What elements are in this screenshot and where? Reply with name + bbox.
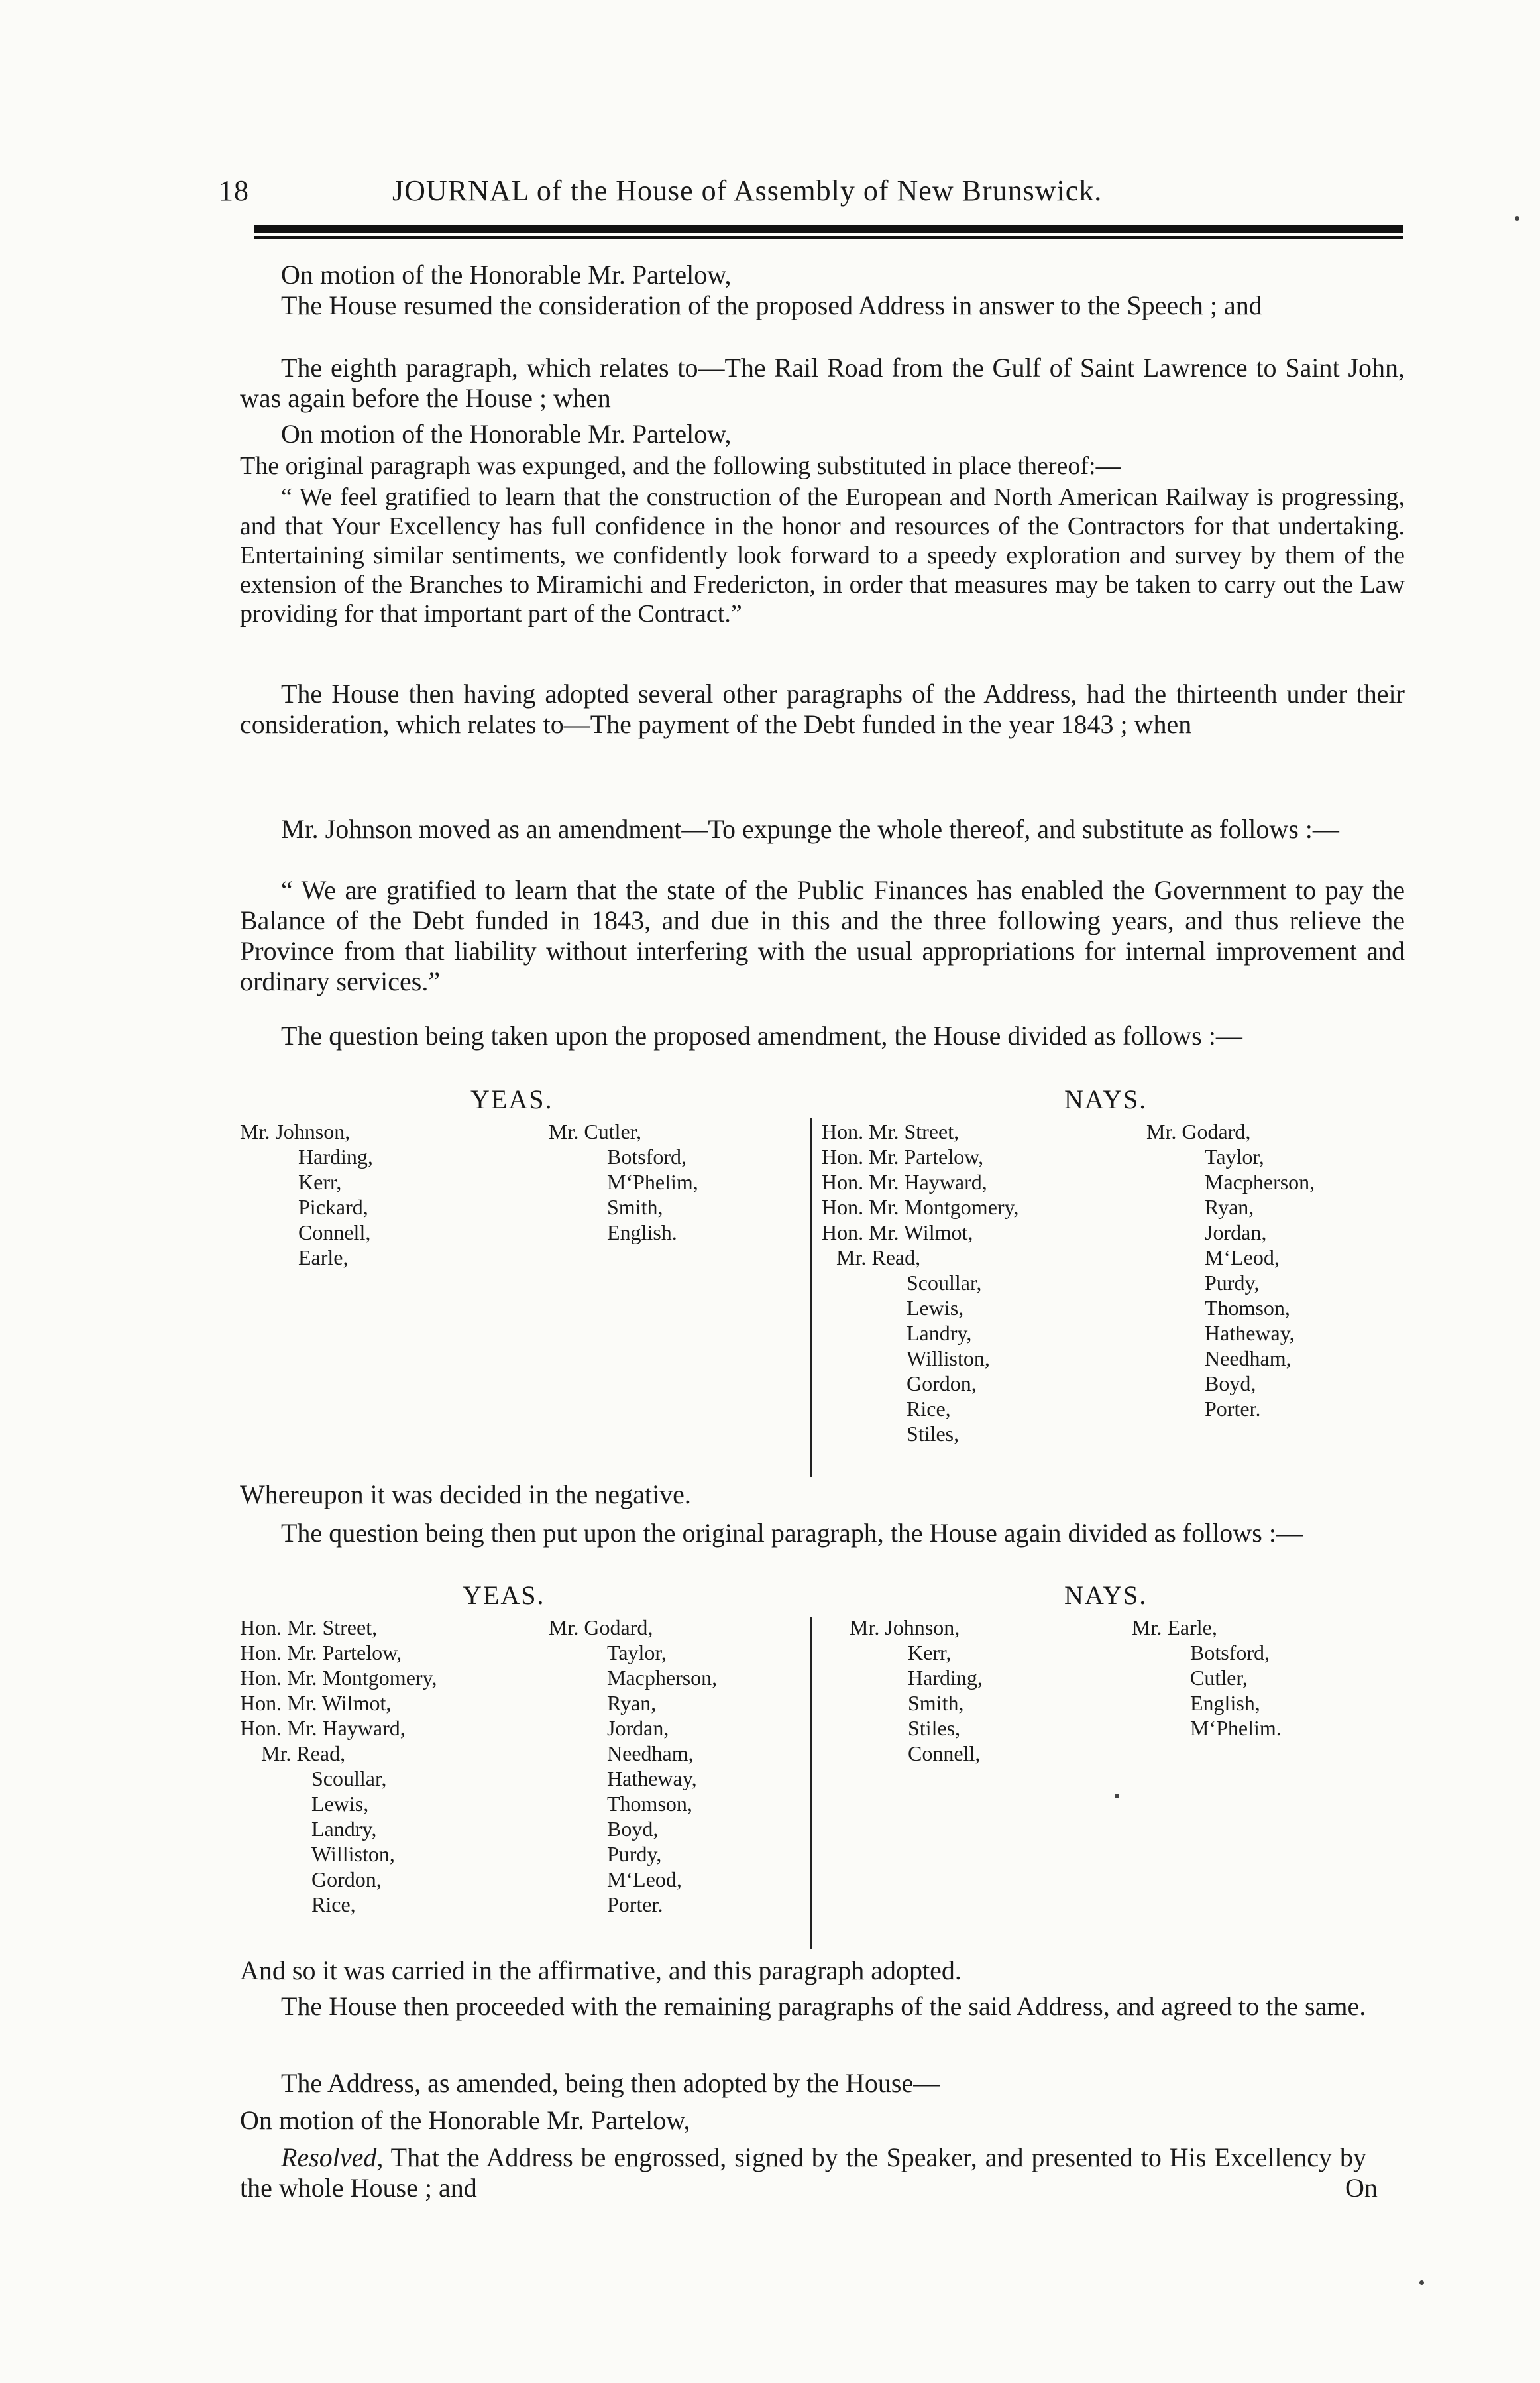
member-name: Jordan, [607, 1716, 669, 1740]
member-name: Earle, [298, 1246, 349, 1269]
member-name: Ryan, [607, 1691, 657, 1715]
member-name: Mr. Godard, [549, 1615, 653, 1639]
page-header [219, 174, 1405, 213]
para-negative: Whereupon it was decided in the negative. [240, 1480, 691, 1509]
member-name: English. [607, 1220, 677, 1244]
division-2-yeas-label: YEAS. [463, 1580, 545, 1610]
member-name: Needham, [1205, 1346, 1292, 1370]
member-name: Harding, [298, 1145, 373, 1169]
member-name: Pickard, [298, 1195, 368, 1219]
member-name: Smith, [908, 1691, 964, 1715]
member-name: Kerr, [908, 1641, 952, 1664]
member-name: Mr. Read, [836, 1246, 921, 1269]
para-expunged: The original paragraph was expunged, and the following substituted in place thereof:— [240, 452, 1121, 480]
member-name: Thomson, [607, 1792, 692, 1816]
member-name: Mr. Earle, [1132, 1615, 1217, 1639]
member-name: Mr. Godard, [1146, 1120, 1251, 1143]
division-1-yeas-label: YEAS. [470, 1084, 553, 1114]
division-1-divider [810, 1118, 812, 1477]
member-name: Hon. Mr. Wilmot, [822, 1220, 973, 1244]
member-name: Needham, [607, 1741, 694, 1765]
member-name: Mr. Johnson, [850, 1615, 960, 1639]
member-name: Hon. Mr. Street, [822, 1120, 960, 1143]
member-name: English, [1190, 1691, 1260, 1715]
para-resumed: The House resumed the consideration of the proposed Address in answer to the Speech ; and [281, 290, 1262, 320]
para-proceeded: The House then proceeded with the remaining paragraphs of the said Address, and agreed to the same. [281, 1991, 1366, 2021]
member-name: Boyd, [607, 1817, 659, 1841]
member-name: Taylor, [607, 1641, 667, 1664]
member-name: Hon. Mr. Hayward, [822, 1170, 987, 1194]
member-name: M‘Phelim, [607, 1170, 698, 1194]
division-2 [0, 1580, 1540, 1954]
member-name: Williston, [311, 1842, 395, 1866]
speck-mark [1419, 2280, 1424, 2285]
member-name: Mr. Read, [261, 1741, 346, 1765]
para-quote-finances: “ We are gratified to learn that the state of the Public Finances has enabled the Government to pay the Balance of the Debt funded in 1843, and due in this and the three following years, and thus relieve the Province from that liability without interfering with the usual appropriations for internal improvement and ordinary services.” [240, 875, 1405, 996]
resolved-word: Resolved, [281, 2142, 384, 2172]
member-name: Hon. Mr. Partelow, [822, 1145, 984, 1169]
division-2-nays-label: NAYS. [1064, 1580, 1148, 1610]
member-name: M‘Phelim. [1190, 1716, 1282, 1740]
member-name: Gordon, [311, 1867, 382, 1891]
para-quote-railway: “ We feel gratified to learn that the construction of the European and North American Railway is progressing, and that Your Excellency has full confidence in the honor and resources of the Contractors for that undertaking. Entertaining similar sentiments, we confidently look forward to a speedy exploration and survey by them of the extension of the Branches to Miramichi and Fredericton, in order that measures may be taken to carry out the Law providing for that important part of the Contract.” [240, 483, 1405, 628]
member-name: Hatheway, [1205, 1321, 1295, 1345]
division-1-yeas-col-2 [549, 1119, 698, 1245]
member-name: Gordon, [907, 1371, 977, 1395]
speck-mark [1115, 1794, 1119, 1798]
division-1 [0, 1084, 1540, 1485]
member-name: Porter. [607, 1892, 663, 1916]
member-name: Botsford, [1190, 1641, 1270, 1664]
running-title: JOURNAL of the House of Assembly of New Brunswick. [392, 174, 1103, 207]
para-thirteenth: The House then having adopted several other paragraphs of the Address, had the thirteenth under their consideration, which relates to—The payment of the Debt funded in the year 1843 ; when [240, 679, 1405, 739]
member-name: Hon. Mr. Wilmot, [240, 1691, 392, 1715]
header-rule-thick [254, 225, 1403, 233]
member-name: Smith, [607, 1195, 663, 1219]
page-number: 18 [219, 174, 249, 207]
division-2-yeas-col-1 [240, 1615, 437, 1917]
para-amendment: Mr. Johnson moved as an amendment—To expunge the whole thereof, and substitute as follows :— [281, 814, 1339, 844]
member-name: Taylor, [1205, 1145, 1264, 1169]
division-1-yeas-col-1 [240, 1119, 373, 1270]
member-name: Scoullar, [907, 1271, 982, 1295]
member-name: Kerr, [298, 1170, 342, 1194]
division-1-nays-col-1 [822, 1119, 1018, 1446]
para-eighth: The eighth paragraph, which relates to—The Rail Road from the Gulf of Saint Lawrence to Saint John, was again before the House ; when [240, 353, 1405, 413]
member-name: Scoullar, [311, 1767, 387, 1790]
division-1-nays-col-2 [1146, 1119, 1315, 1421]
member-name: Macpherson, [1205, 1170, 1315, 1194]
member-name: Jordan, [1205, 1220, 1267, 1244]
para-question-1: The question being taken upon the proposed amendment, the House divided as follows :— [281, 1021, 1242, 1051]
division-2-nays-col-2 [1132, 1615, 1282, 1741]
division-2-nays-col-1 [850, 1615, 983, 1766]
member-name: Rice, [907, 1397, 951, 1421]
member-name: Thomson, [1205, 1296, 1290, 1320]
member-name: Williston, [907, 1346, 990, 1370]
member-name: Ryan, [1205, 1195, 1254, 1219]
member-name: Rice, [311, 1892, 356, 1916]
member-name: Hon. Mr. Hayward, [240, 1716, 406, 1740]
member-name: Hon. Mr. Montgomery, [822, 1195, 1019, 1219]
member-name: Hon. Mr. Partelow, [240, 1641, 402, 1664]
member-name: M‘Leod, [1205, 1246, 1280, 1269]
para-question-2: The question being then put upon the original paragraph, the House again divided as follows :— [281, 1518, 1303, 1548]
division-2-divider [810, 1617, 812, 1949]
member-name: M‘Leod, [607, 1867, 682, 1891]
para-carried: And so it was carried in the affirmative, and this paragraph adopted. [240, 1955, 962, 1985]
para-resolved [240, 2142, 1366, 2203]
member-name: Purdy, [1205, 1271, 1260, 1295]
member-name: Landry, [311, 1817, 377, 1841]
member-name: Macpherson, [607, 1666, 718, 1690]
member-name: Connell, [298, 1220, 371, 1244]
para-motion-1: On motion of the Honorable Mr. Partelow, [281, 260, 732, 290]
member-name: Cutler, [1190, 1666, 1248, 1690]
member-name: Lewis, [907, 1296, 964, 1320]
para-address-adopted: The Address, as amended, being then adopted by the House— [281, 2068, 940, 2098]
member-name: Botsford, [607, 1145, 687, 1169]
member-name: Connell, [908, 1741, 981, 1765]
division-2-yeas-col-2 [549, 1615, 717, 1917]
speck-mark [1515, 216, 1519, 221]
member-name: Mr. Cutler, [549, 1120, 642, 1143]
member-name: Hon. Mr. Montgomery, [240, 1666, 437, 1690]
para-motion-2: On motion of the Honorable Mr. Partelow, [281, 419, 732, 449]
member-name: Mr. Johnson, [240, 1120, 351, 1143]
member-name: Purdy, [607, 1842, 662, 1866]
member-name: Boyd, [1205, 1371, 1256, 1395]
member-name: Porter. [1205, 1397, 1261, 1421]
member-name: Stiles, [908, 1716, 961, 1740]
member-name: Hon. Mr. Street, [240, 1615, 378, 1639]
member-name: Lewis, [311, 1792, 369, 1816]
division-1-nays-label: NAYS. [1064, 1084, 1148, 1114]
member-name: Stiles, [907, 1422, 960, 1446]
resolved-text: That the Address be engrossed, signed by the Speaker, and presented to His Excellency by the whole House ; and [240, 2142, 1366, 2203]
member-name: Hatheway, [607, 1767, 697, 1790]
catchword: On [1345, 2173, 1378, 2203]
member-name: Harding, [908, 1666, 983, 1690]
member-name: Landry, [907, 1321, 972, 1345]
para-motion-3: On motion of the Honorable Mr. Partelow, [240, 2105, 690, 2135]
header-rule-thin [254, 236, 1403, 239]
